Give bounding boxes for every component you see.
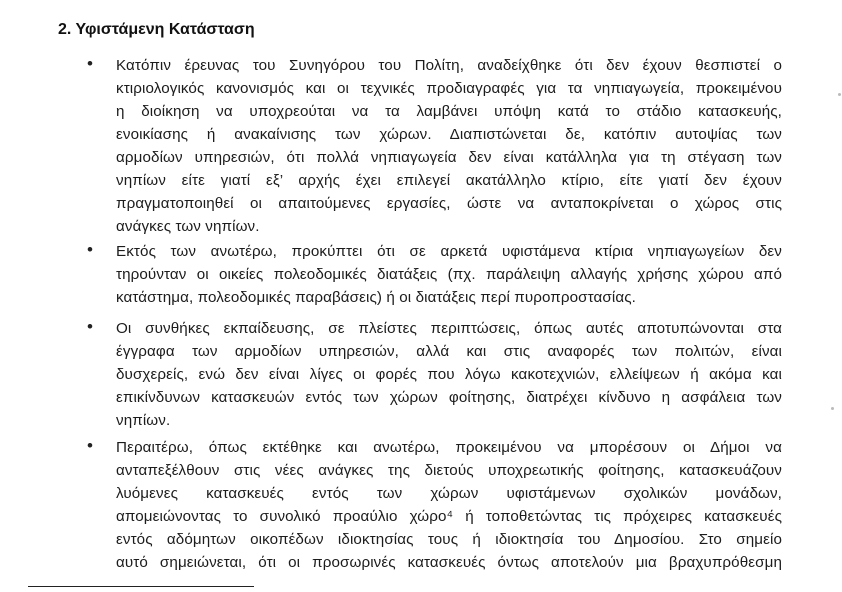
paragraph-3 xyxy=(116,317,782,432)
paragraph-line: νηπίων είτε γιατί εξ’ αρχής έχει επιλεγεί ακατάλληλο κτίριο, είτε γιατί δεν έχουν xyxy=(116,172,782,189)
paragraph-line: η διοίκηση να υποχρεούται να τα λαμβάνει υπόψη κατά το στάδιο κατασκευής, xyxy=(116,103,782,120)
paragraph-line: Εκτός των ανωτέρω, προκύπτει ότι σε αρκετά υφιστάμενα κτίρια νηπιαγωγείων δεν xyxy=(116,243,782,260)
bullet-marker: • xyxy=(87,240,93,259)
paragraph-line: αυτό σημειώνεται, ότι οι προσωρινές κατασκευές όντως αποτελούν μια βραχυπρόθεσμη xyxy=(116,554,782,571)
paragraph-line: Κατόπιν έρευνας του Συνηγόρου του Πολίτη, αναδείχθηκε ότι δεν έχουν θεσπιστεί ο xyxy=(116,57,782,74)
paragraph-line: κατάστημα, πολεοδομικές παραβάσεις) ή οι διατάξεις περί πυροπροστασίας. xyxy=(116,289,636,306)
bullet-marker: • xyxy=(87,54,93,73)
paragraph-1 xyxy=(116,54,782,238)
footnote-separator xyxy=(28,586,254,587)
paragraph-line: ανάγκες των νηπίων. xyxy=(116,218,260,235)
paragraph-line: τηρούνταν οι οικείες πολεοδομικές διατάξεις (πχ. παράλειψη αλλαγής χρήσης χώρου από xyxy=(116,266,782,283)
bullet-marker: • xyxy=(87,317,93,336)
paragraph-line: Περαιτέρω, όπως εκτέθηκε και ανωτέρω, προκειμένου να μπορέσουν οι Δήμοι να xyxy=(116,439,782,456)
paragraph-line: κτιριολογικός κανονισμός και οι τεχνικές προδιαγραφές για τα νηπιαγωγεία, προκειμένου xyxy=(116,80,782,97)
paragraph-2 xyxy=(116,240,782,309)
paragraph-4 xyxy=(116,436,782,574)
paragraph-line: νηπίων. xyxy=(116,412,171,429)
bullet-marker: • xyxy=(87,436,93,455)
paragraph-line: έγγραφα των αρμοδίων υπηρεσιών, αλλά και στις αναφορές των πολιτών, είναι xyxy=(116,343,782,360)
paragraph-line: εντός αδόμητων οικοπέδων ιδιοκτησίας τους ή ιδιοκτησία του Δημοσίου. Στο σημείο xyxy=(116,531,782,548)
paragraph-line: επικίνδυνων κατασκευών εντός των χώρων φοίτησης, διατρέχει κίνδυνο η ασφάλεια των xyxy=(116,389,782,406)
paragraph-line: απομειώνοντας το συνολικό προαύλιο χώρο⁴ ή τοποθετώντας τις πρόχειρες κατασκευές xyxy=(116,508,782,525)
scan-speck xyxy=(838,93,841,96)
paragraph-line: αρμοδίων υπηρεσιών, ότι πολλά νηπιαγωγεία δεν είναι κατάλληλα για τη στέγαση των xyxy=(116,149,782,166)
paragraph-line: Οι συνθήκες εκπαίδευσης, σε πλείστες περιπτώσεις, όπως αυτές αποτυπώνονται στα xyxy=(116,320,782,337)
scan-speck xyxy=(831,407,834,410)
paragraph-line: ενοικίασης ή ανακαίνισης των χώρων. Διαπιστώνεται δε, κατόπιν αυτοψίας των xyxy=(116,126,782,143)
paragraph-line: πραγματοποιηθεί οι απαιτούμενες εργασίες, ώστε να ανταποκρίνεται ο χώρος στις xyxy=(116,195,782,212)
section-heading: 2. Υφιστάμενη Κατάσταση xyxy=(58,21,255,38)
paragraph-line: λυόμενες κατασκευές εντός των χώρων υφιστάμενων σχολικών μονάδων, xyxy=(116,485,782,502)
paragraph-line: δυσχερείς, ενώ δεν είναι λίγες οι φορές που λόγω κακοτεχνιών, ελλείψεων ή ακόμα και xyxy=(116,366,782,383)
paragraph-line: ανταπεξέλθουν στις νέες ανάγκες της διετούς υποχρεωτικής φοίτησης, κατασκευάζουν xyxy=(116,462,782,479)
